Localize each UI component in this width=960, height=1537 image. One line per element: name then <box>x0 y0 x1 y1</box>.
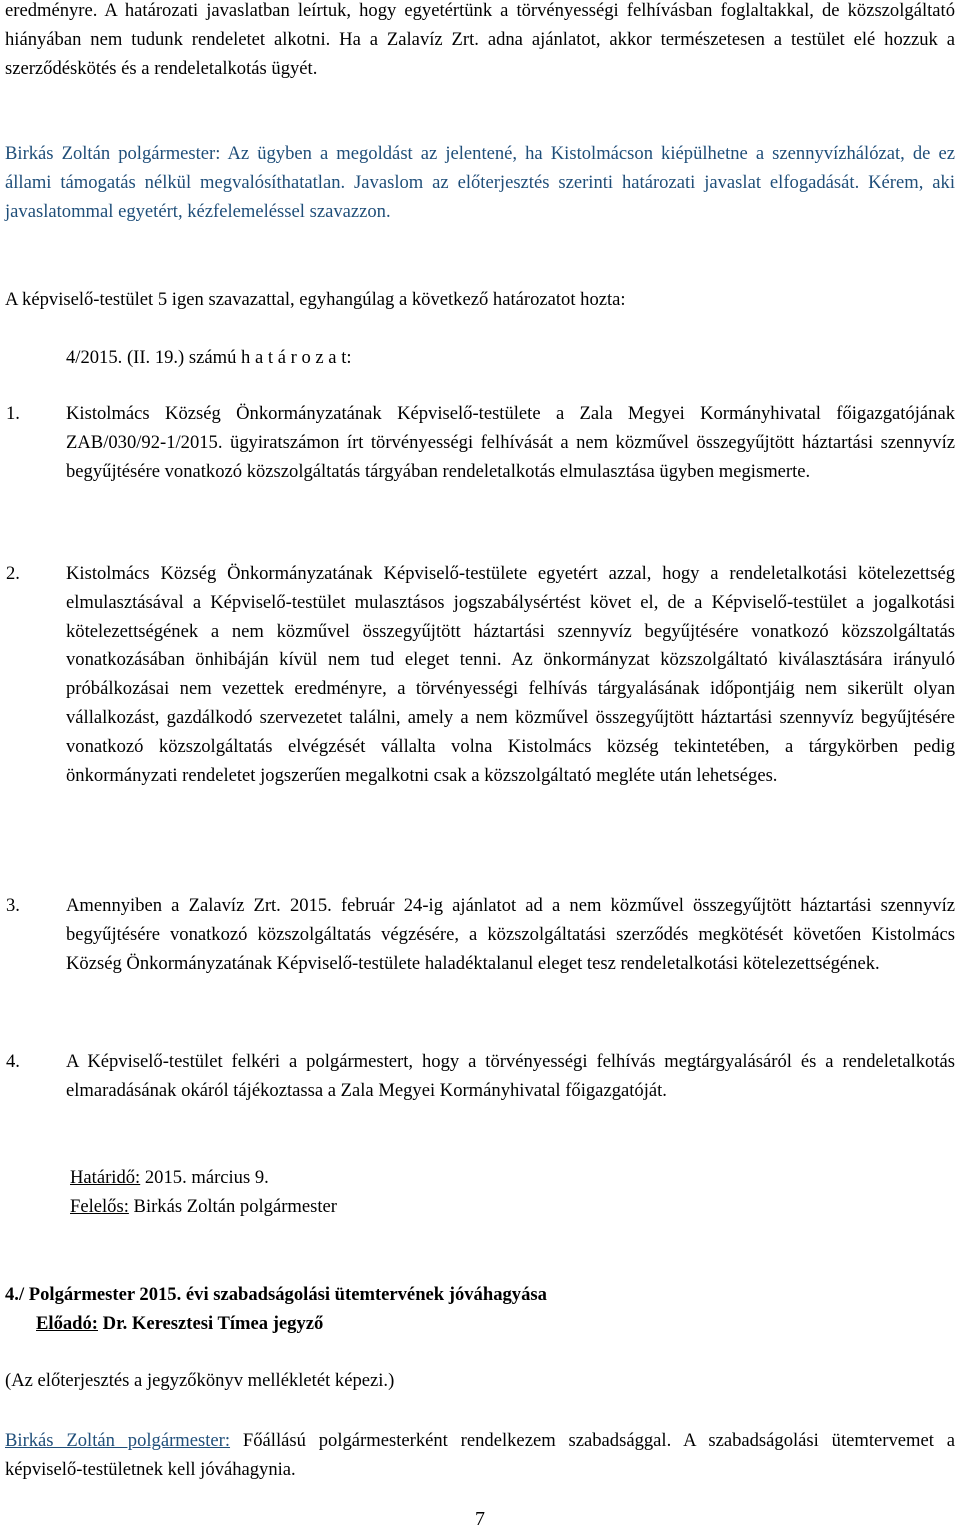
presenter <box>36 1310 323 1339</box>
statement-text: Főállású polgármesterként rendelkezem szabadsággal. A szabadságolási ütemtervemet a képviselő-testületnek kell jóváhagynia. <box>5 1430 955 1480</box>
presenter-name: Dr. Keresztesi Tímea jegyző <box>102 1313 324 1334</box>
deadline-label: Határidő: <box>70 1167 141 1188</box>
resolution-item-2 <box>6 560 955 790</box>
resolution-item-1 <box>6 400 955 486</box>
responsible <box>70 1193 337 1222</box>
item-number: 3. <box>6 895 20 916</box>
speaker-label: Birkás Zoltán polgármester: <box>5 1430 231 1451</box>
presenter-label: Előadó: <box>36 1313 98 1334</box>
resolution-item-4 <box>6 1048 955 1106</box>
page-number: 7 <box>475 1508 485 1530</box>
item-number: 2. <box>6 563 20 584</box>
paragraph-mayor-leave <box>5 1427 955 1485</box>
vote-result: A képviselő-testület 5 igen szavazattal, egyhangúlag a következő határozatot hozta: <box>5 289 626 310</box>
deadline <box>70 1164 269 1193</box>
item-text: Kistolmács Község Önkormányzatának Képviselő-testülete a Zala Megyei Kormányhivatal főigazgatójának ZAB/030/92-1/2015. ügyiratszámon írt törvényességi felhívását a nem közművel összegyűjtött háztartási szennyvíz begyűjtésére vonatkozó közszolgáltatás tárgyában rendeletalkotás elmulasztása ügyben megismerte. <box>66 403 955 482</box>
paragraph-mayor-statement <box>5 140 955 226</box>
statement-text: Az ügyben a megoldást az jelentené, ha Kistolmácson kiépülhetne a szennyvízhálózat, de ez állami támogatás nélkül megvalósíthatatlan. Javaslom az előterjesztés szerinti határozati javaslat elfogadását. Kérem, aki javaslatommal egyetért, kézfelemeléssel szavazzon. <box>5 143 955 222</box>
deadline-value: 2015. március 9. <box>144 1167 269 1188</box>
responsible-value: Birkás Zoltán polgármester <box>133 1196 337 1217</box>
responsible-label: Felelős: <box>70 1196 129 1217</box>
item-text: A Képviselő-testület felkéri a polgármestert, hogy a törvényességi felhívás megtárgyalásáról és a rendeletalkotás elmaradásának okáról tájékoztassa a Zala Megyei Kormányhivatal főigazgatóját. <box>66 1051 955 1101</box>
resolution-item-3 <box>6 892 955 978</box>
item-number: 4. <box>6 1051 20 1072</box>
item-number: 1. <box>6 403 20 424</box>
item-text: Kistolmács Község Önkormányzatának Képviselő-testülete egyetért azzal, hogy a rendeletalkotási kötelezettség elmulasztásával a Képviselő-testület mulasztásos jogszabálysértést követ el, de a Képviselő-testület a jogalkotási kötelezettségének a nem közművel összegyűjtött háztartási szennyvíz begyűjtésére vonatkozó közszolgáltatás vonatkozásában önhibáján kívül nem tud eleget tenni. Az önkormányzat közszolgáltató kiválasztására irányuló próbálkozásai nem vezettek eredményre, a törvényességi felhívás tárgyalásának időpontjáig nem sikerült olyan vállalkozást, gazdálkodó szervezetet találni, amely a nem közművel összegyűjtött háztartási szennyvíz begyűjtésére vonatkozó közszolgáltatás elvégzését vállalta volna Kistolmács község tekintetében, a tárgykörben pedig önkormányzati rendeletet jogszerűen megalkotni csak a közszolgáltató megléte után lehetséges. <box>66 563 955 786</box>
section-title: 4./ Polgármester 2015. évi szabadságolási ütemtervének jóváhagyása <box>5 1284 547 1305</box>
attachment-note: (Az előterjesztés a jegyzőkönyv mellékletét képezi.) <box>5 1370 395 1391</box>
item-text: Amennyiben a Zalavíz Zrt. 2015. február 24-ig ajánlatot ad a nem közművel összegyűjtött háztartási szennyvíz begyűjtésére vonatkozó közszolgáltatás végzésére, a közszolgáltatási szerződés megkötését követően Kistolmács Község Önkormányzatának Képviselő-testülete haladéktalanul eleget tesz rendeletalkotási kötelezettségének. <box>66 895 955 974</box>
speaker-label: Birkás Zoltán polgármester: <box>5 143 221 164</box>
resolution-title: 4/2015. (II. 19.) számú h a t á r o z a t: <box>66 347 352 368</box>
paragraph-intro: eredményre. A határozati javaslatban leírtuk, hogy egyetértünk a törvényességi felhívásban foglaltakkal, de közszolgáltató hiányában nem tudunk rendeletet alkotni. Ha a Zalavíz Zrt. adna ajánlatot, akkor természetesen a testület elé hozzuk a szerződéskötés és a rendeletalkotás ügyét. <box>5 0 955 79</box>
